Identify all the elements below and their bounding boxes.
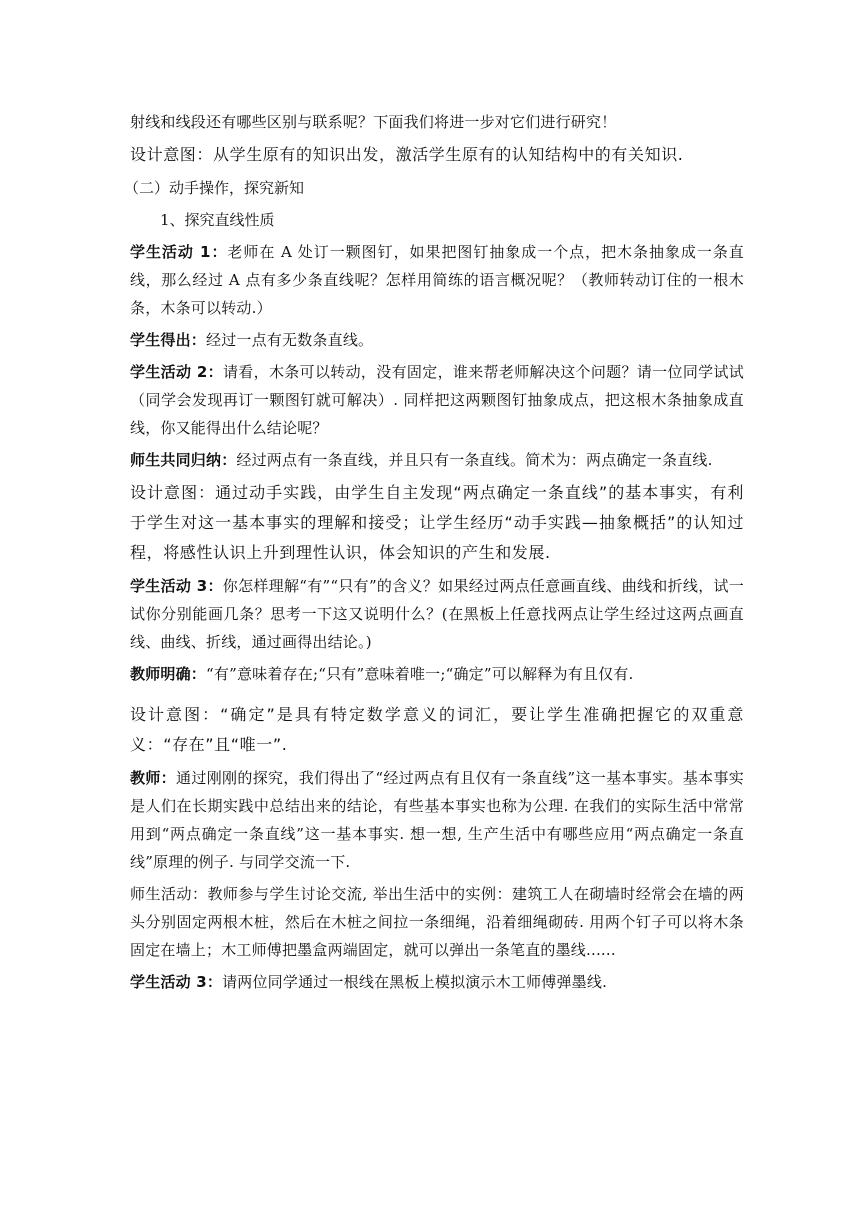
design-intent-paragraph: 设计意图：通过动手实践，由学生自主发现“两点确定一条直线”的基本事实，有利于学生对这一基本事实的理解和接受；让学生经历“动手实践—抽象概括”的认知过程，将感性认识上升到理性认识，体会知识的产生和发展.	[130, 483, 744, 562]
paragraph-label: 学生活动 3：	[130, 577, 223, 595]
paragraph-label: 教师明确：	[130, 665, 207, 683]
labeled-paragraph	[130, 358, 744, 442]
paragraph-label: 教师：	[130, 769, 177, 787]
paragraph-label: 学生活动 1：	[130, 243, 228, 261]
paragraph-label: 学生活动 3：	[130, 973, 223, 991]
labeled-paragraph	[130, 572, 744, 656]
paragraph: 师生活动：教师参与学生讨论交流, 举出生活中的实例：建筑工人在砌墙时经常会在墙的两头分别固定两根木桩，然后在木桩之间拉一条细绳，沿着细绳砌砖. 用两个钉子可以将木条固定在墙上；木工师傅把墨盒两端固定，就可以弹出一条笔直的墨线......	[130, 885, 744, 959]
paragraph-text: 请两位同学通过一根线在黑板上模拟演示木工师傅弹墨线.	[222, 973, 608, 991]
design-intent-paragraph: 设计意图：“确定”是具有特定数学意义的词汇，要让学生准确把握它的双重意义：“存在”且“唯一”.	[130, 705, 744, 754]
labeled-paragraph	[130, 764, 744, 876]
paragraph-text: 你怎样理解“有”“只有”的含义？如果经过两点任意画直线、曲线和折线，试一试你分别能画几条？思考一下这又说明什么？(在黑板上任意找两点让学生经过这两点画直线、曲线、折线，通过画得出结论。)	[130, 577, 744, 651]
labeled-paragraph	[130, 326, 744, 354]
subsection-heading: 1、探究直线性质	[160, 211, 275, 229]
paragraph-text: 经过两点有一条直线，并且只有一条直线。简术为：两点确定一条直线.	[236, 451, 713, 469]
labeled-paragraph	[130, 238, 744, 322]
paragraph-label: 师生共同归纳：	[130, 451, 237, 469]
paragraph-text: “有”意味着存在;“只有”意味着唯一;“确定”可以解释为有且仅有.	[206, 665, 634, 683]
design-intent-paragraph: 设计意图：从学生原有的知识出发，激活学生原有的认知结构中的有关知识.	[130, 145, 684, 164]
paragraph-text: 老师在 A 处订一颗图钉，如果把图钉抽象成一个点，把木条抽象成一条直线，那么经过 A 点有多少条直线呢？怎样用简练的语言概况呢？（教师转动订住的一根木条，木条可以转动.）	[130, 243, 745, 317]
labeled-paragraph	[130, 968, 744, 996]
paragraph-text: 通过刚刚的探究，我们得出了“经过两点有且仅有一条直线”这一基本事实。基本事实是人们在长期实践中总结出来的结论，有些基本事实也称为公理. 在我们的实际生活中常常用到“两点确定一条直线”这一基本事实. 想一想, 生产生活中有哪些应用“两点确定一条直线”原理的例子. 与同学交流一下.	[130, 769, 744, 871]
paragraph: 射线和线段还有哪些区别与联系呢？下面我们将进一步对它们进行研究！	[130, 113, 617, 131]
paragraph-text: 请看，木条可以转动，没有固定，谁来帮老师解决这个问题？请一位同学试试（同学会发现再订一颗图钉就可解决）. 同样把这两颗图钉抽象成点，把这根木条抽象成直线，你又能得出什么结论呢？	[130, 363, 745, 437]
labeled-paragraph	[130, 446, 744, 474]
paragraph-text: 经过一点有无数条直线。	[206, 331, 374, 349]
labeled-paragraph	[130, 660, 744, 688]
spacer	[130, 692, 744, 700]
paragraph-label: 学生得出：	[130, 331, 207, 349]
paragraph-label: 学生活动 2：	[130, 363, 223, 381]
section-heading: （二）动手操作，探究新知	[124, 179, 305, 197]
